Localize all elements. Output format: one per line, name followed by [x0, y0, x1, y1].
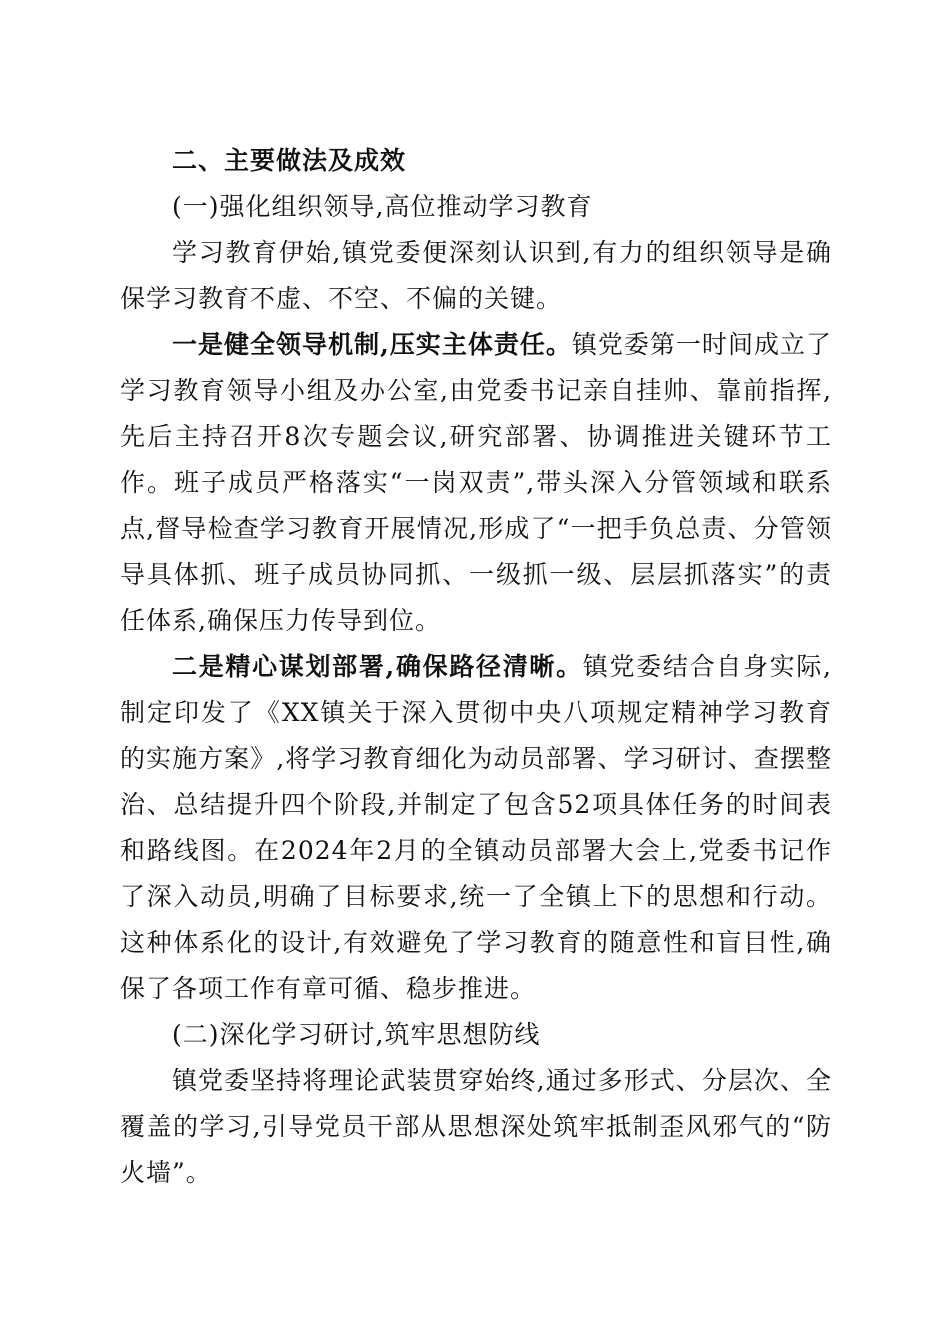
subsection-heading-2: (二)深化学习研讨,筑牢思想防线 [172, 1020, 541, 1049]
subsection-heading-1: (一)强化组织领导,高位推动学习教育 [172, 192, 593, 221]
point-2-body: 镇党委结合自身实际,制定印发了《XX镇关于深入贯彻中央八项规定精神学习教育的实施方案》,将学习教育细化为动员部署、学习研讨、查摆整治、总结提升四个阶段,并制定了包含52项具体任务的时间表和路线图。在2024年2月的全镇动员部署大会上,党委书记作了深入动员,明确了目标要求,统一了全镇上下的思想和行动。这种体系化的设计,有效避免了学习教育的随意性和盲目性,确保了各项工作有章可循、稳步推进。 [120, 652, 832, 1003]
point-1-body: 镇党委第一时间成立了学习教育领导小组及办公室,由党委书记亲自挂帅、靠前指挥,先后主持召开8次专题会议,研究部署、协调推进关键环节工作。班子成员严格落实“一岗双责”,带头深入分管领域和联系点,督导检查学习教育开展情况,形成了“一把手负总责、分管领导具体抓、班子成员协同抓、一级抓一级、层层抓落实”的责任体系,确保压力传导到位。 [120, 330, 832, 635]
paragraph-point-2 [120, 644, 832, 1012]
paragraph-intro-1: 学习教育伊始,镇党委便深刻认识到,有力的组织领导是确保学习教育不虚、不空、不偏的关键。 [120, 238, 832, 313]
section-heading: 二、主要做法及成效 [172, 146, 407, 175]
paragraph-intro-2: 镇党委坚持将理论武装贯穿始终,通过多形式、分层次、全覆盖的学习,引导党员干部从思想深处筑牢抵制歪风邪气的“防火墙”。 [120, 1066, 832, 1187]
point-2-lead: 二是精心谋划部署,确保路径清晰。 [172, 652, 583, 681]
document-page [120, 138, 832, 1196]
point-1-lead: 一是健全领导机制,压实主体责任。 [172, 330, 572, 359]
paragraph-point-1 [120, 322, 832, 644]
